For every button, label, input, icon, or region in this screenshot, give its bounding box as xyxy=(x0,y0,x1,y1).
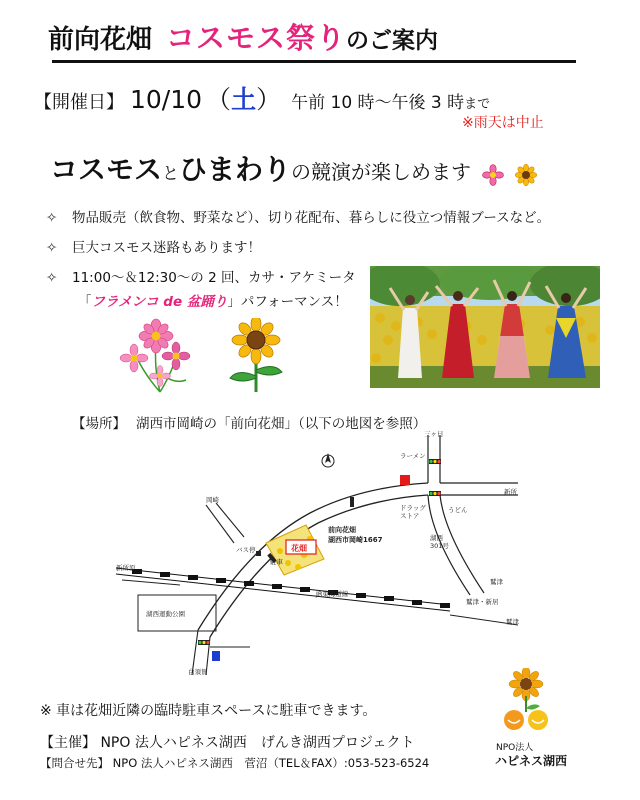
map-venue-address: 湖西市岡崎1667 xyxy=(328,536,383,544)
event-time: 午前 10 時～午後 3 時 xyxy=(291,93,465,113)
title-festival: コスモス祭り xyxy=(166,21,347,55)
flamenco-rest: 」パフォーマンス！ xyxy=(227,294,348,310)
map-kosai-route: 湖西 xyxy=(430,534,443,542)
headline-cosmos: コスモス xyxy=(50,153,163,186)
map-drugstore-2: ストア xyxy=(400,512,420,520)
map-mitsukabi: 三ヶ日 xyxy=(424,430,444,438)
day-close: ） xyxy=(256,85,282,114)
rain-cancel-note: ※雨天は中止 xyxy=(462,115,544,131)
day-of-week: 土 xyxy=(231,85,257,114)
logo-org-name: ハピネス湖西 xyxy=(495,754,568,768)
map-hanabatake: 花畑 xyxy=(291,544,307,553)
map-venue-name: 前向花畑 xyxy=(328,526,356,534)
flamenco-dancers-photo xyxy=(370,266,600,388)
map-shinjo-station: 新所原 xyxy=(116,564,136,572)
map-drugstore-1: ドラッグ xyxy=(400,504,426,512)
north-arrow xyxy=(322,453,334,467)
logo-npo-label: NPO法人 xyxy=(496,743,534,753)
title-underline xyxy=(52,60,576,63)
cosmos-illustration xyxy=(120,318,200,394)
map-route-301: 301号 xyxy=(430,542,449,550)
headline xyxy=(50,148,537,188)
map-okazaki: 岡崎 xyxy=(206,496,219,504)
map-udon: うどん xyxy=(448,506,468,514)
bullet-text: 巨大コスモス迷路もあります！ xyxy=(72,240,261,256)
place-text: 湖西市岡崎の「前向花畑」（以下の地図を参照） xyxy=(136,416,427,432)
bullet-item-1 xyxy=(46,206,550,226)
happiness-kosai-logo xyxy=(498,668,554,738)
map-washizu-right: 鷲津 xyxy=(506,618,519,626)
map-tokaido-line: JR東海道線 xyxy=(316,590,349,598)
sunflower-illustration xyxy=(220,318,292,394)
map-shinjo: 新所 xyxy=(504,488,517,496)
bullet-item-2 xyxy=(46,236,261,256)
flamenco-performance xyxy=(78,290,348,310)
headline-himawari: ひまわり xyxy=(179,153,292,186)
bullet-text: 11:00～＆12:30～の 2 回、カサ・アケミータ xyxy=(72,270,356,286)
bullet-marker: ✧ xyxy=(46,270,58,286)
map-washizu-arai: 鷲津・新居 xyxy=(466,598,499,606)
flamenco-title: フラメンコ de 盆踊り xyxy=(91,294,228,310)
date-value: 10/10 xyxy=(130,85,203,114)
day-open: （ xyxy=(206,85,232,114)
map-shirasuka: 白須賀 xyxy=(188,668,208,676)
bullet-item-3 xyxy=(46,266,356,286)
sunflower-icon xyxy=(515,164,537,186)
headline-to: と xyxy=(162,164,180,184)
map-park: 湖西運動公園 xyxy=(146,610,185,618)
title-part1: 前向花畑 xyxy=(48,25,153,55)
event-date xyxy=(34,80,490,116)
bracket-open: 「 xyxy=(78,294,92,310)
cosmos-flower-large xyxy=(139,319,173,353)
map-washizu-top: 鷲津 xyxy=(490,578,503,586)
map-bus-stop: バス停 xyxy=(236,546,256,554)
date-label: 【開催日】 xyxy=(34,92,124,113)
page-title xyxy=(48,16,576,62)
place-label: 【場所】 xyxy=(72,416,126,432)
cosmos-flower-icon xyxy=(482,164,504,186)
parking-note: ※ 車は花畑近隣の臨時駐車スペースに駐車できます。 xyxy=(40,703,377,719)
map-ramen: ラーメン xyxy=(400,452,426,460)
map-parking: 駐車 xyxy=(270,558,283,566)
title-suffix: のご案内 xyxy=(346,28,439,54)
bullet-text: 物品販売（飲食物、野菜など）、切り花配布、暮らしに役立つ情報ブースなど。 xyxy=(72,210,551,226)
bullet-marker: ✧ xyxy=(46,240,58,256)
event-time-until: まで xyxy=(464,97,491,112)
access-map xyxy=(110,425,530,680)
organizer: 【主催】 NPO 法人ハピネス湖西 げんき湖西プロジェクト xyxy=(40,735,415,751)
headline-rest: の競演が楽しめます xyxy=(291,160,472,184)
map-roads xyxy=(110,425,530,680)
contact-info: 【問合せ先】 NPO 法人ハピネス湖西 菅沼（TEL＆FAX）:053-523-6524 xyxy=(40,756,430,770)
bullet-marker: ✧ xyxy=(46,210,58,226)
